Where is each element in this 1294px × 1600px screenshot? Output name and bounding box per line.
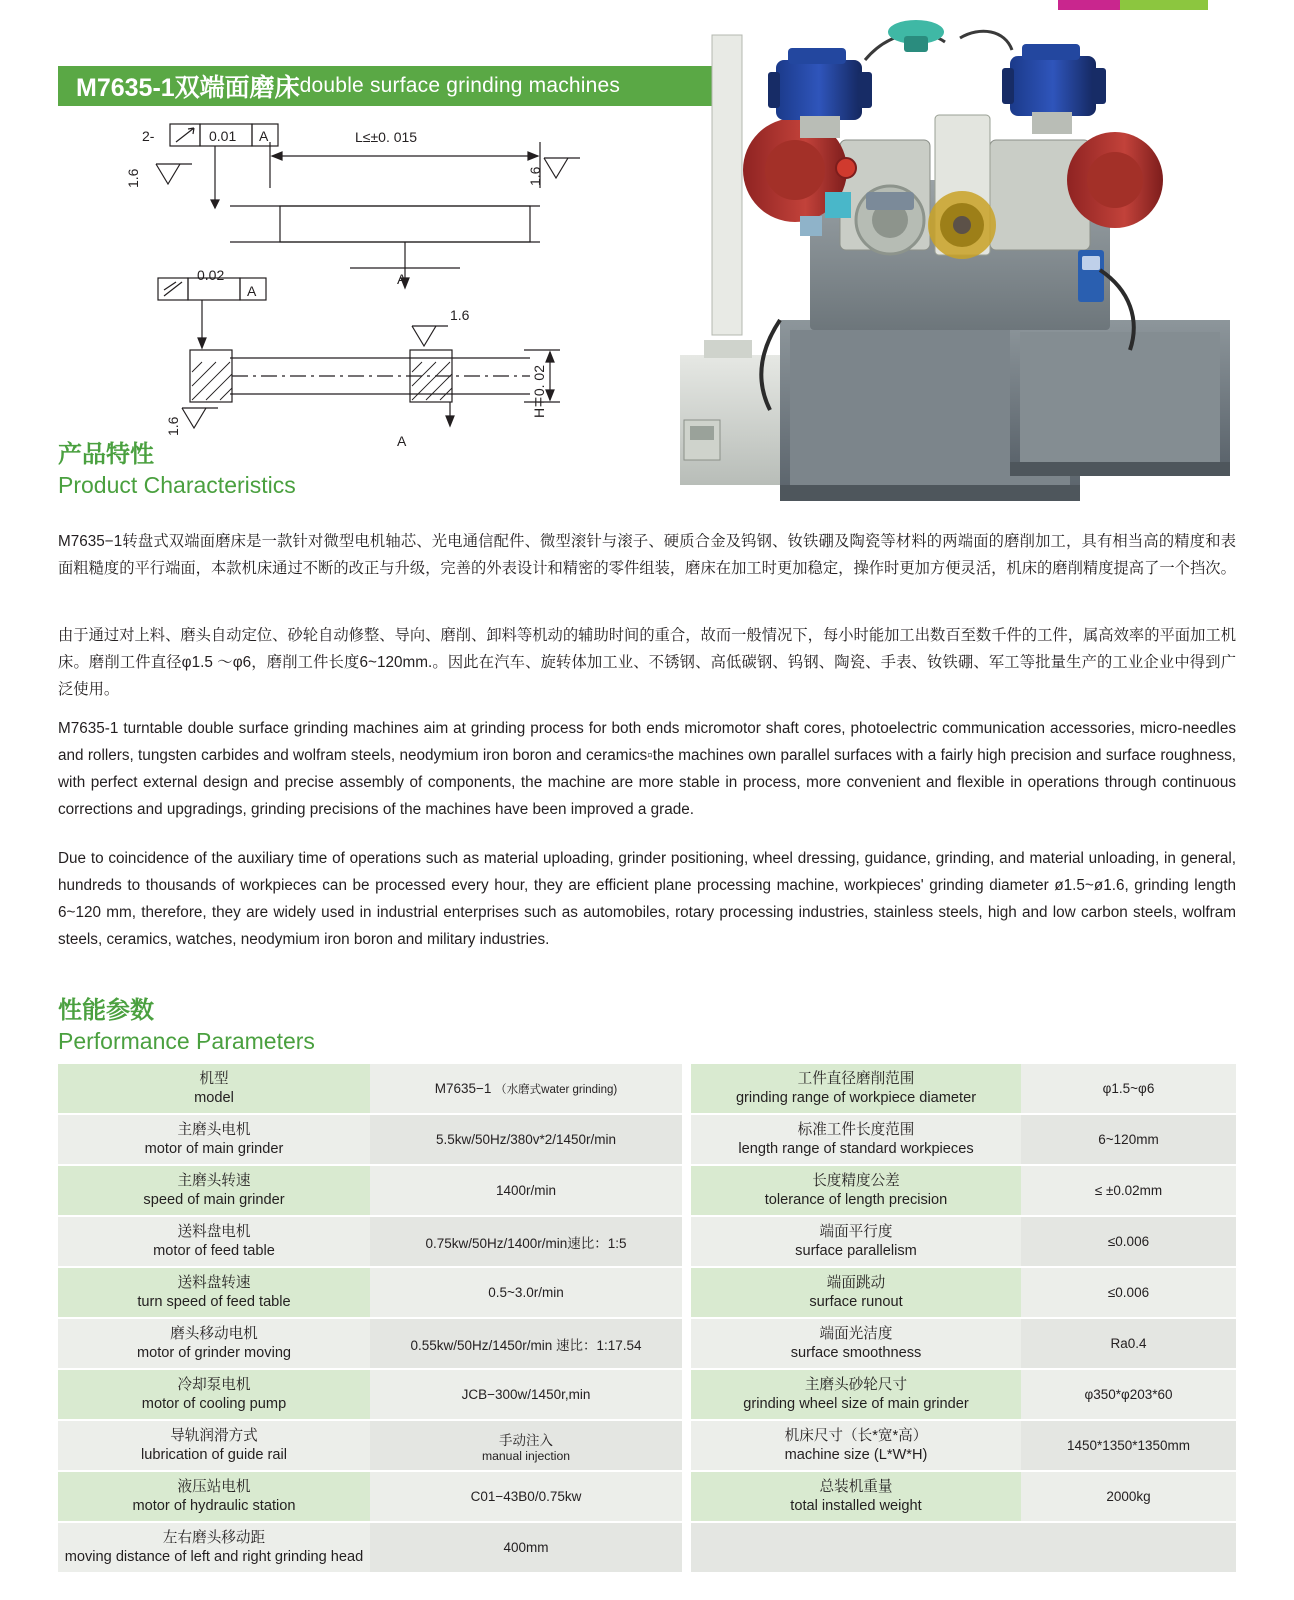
spec-label (58, 1523, 370, 1572)
spec-value: 5.5kw/50Hz/380v*2/1450r/min (370, 1115, 682, 1164)
spec-label-cn: 机型 (199, 1071, 229, 1088)
table-row (58, 1217, 682, 1266)
spec-tables (58, 1062, 1236, 1574)
spec-label-cn: 送料盘转速 (177, 1275, 251, 1292)
spec-value: φ350*φ203*60 (1021, 1370, 1236, 1419)
spec-value: 0.55kw/50Hz/1450r/min 速比：1:17.54 (370, 1319, 682, 1368)
spec-value (370, 1064, 682, 1113)
spec-label-en: grinding range of workpiece diameter (735, 1089, 977, 1106)
spec-label-cn: 端面平行度 (819, 1224, 893, 1241)
section-heading-parameters-en: Performance Parameters (58, 1028, 315, 1054)
table-row (58, 1268, 682, 1317)
technical-drawing (120, 118, 680, 448)
table-row (691, 1268, 1236, 1317)
spec-label-cn: 左右磨头移动距 (162, 1530, 266, 1547)
page-title-en: double surface grinding machines (299, 74, 621, 97)
spec-value (370, 1421, 682, 1470)
table-row (58, 1319, 682, 1368)
table-row (691, 1523, 1236, 1572)
spec-label (691, 1166, 1021, 1215)
paragraph-en-2: Due to coincidence of the auxiliary time of operations such as material uploading, grinder positioning, wheel dressing, guidance, grinding, and material unloading, in general, hundreds to thousands of workpieces can be processed every hour, they are efficient plane processing machine, workpieces' grinding diameter ø1.5~ø1.6, grinding length 6~120 mm, therefore, they are widely used in industrial enterprises such as automobiles, rotary processing industries, stainless steels, high and low carbon steels, wolfram steels, ceramics, watches, neodymium iron boron and military industries. (58, 850, 1236, 948)
spec-value-sub: manual injection (481, 1448, 571, 1463)
spec-label (58, 1472, 370, 1521)
spec-label-en: motor of hydraulic station (132, 1497, 296, 1514)
spec-label (691, 1319, 1021, 1368)
spec-label (58, 1319, 370, 1368)
topbar-segment-green (1120, 0, 1208, 10)
top-decorative-bar (0, 0, 1294, 10)
spec-label-en: surface runout (809, 1293, 903, 1310)
drawing-label-datum-arrow-bottom: A (397, 433, 407, 448)
spec-value: 1450*1350*1350mm (1021, 1421, 1236, 1470)
spec-label-cn: 主磨头转速 (177, 1173, 251, 1190)
spec-label-cn: 总装机重量 (819, 1479, 893, 1496)
section-heading-characteristics (58, 440, 296, 500)
table-row (691, 1115, 1236, 1164)
table-row (691, 1319, 1236, 1368)
drawing-label-datum-lower: A (247, 283, 257, 299)
spec-label (691, 1064, 1021, 1113)
spec-label-en: grinding wheel size of main grinder (743, 1395, 969, 1412)
spec-label-en: motor of grinder moving (136, 1344, 292, 1361)
spec-label-cn: 磨头移动电机 (170, 1326, 258, 1343)
table-row (58, 1472, 682, 1521)
spec-label-en: speed of main grinder (143, 1191, 285, 1208)
topbar-segment-magenta (1058, 0, 1120, 10)
spec-label-en: turn speed of feed table (137, 1293, 291, 1310)
spec-label-cn: 冷却泵电机 (177, 1377, 251, 1394)
spec-label (58, 1421, 370, 1470)
spec-label-cn: 标准工件长度范围 (797, 1122, 915, 1139)
spec-label (691, 1115, 1021, 1164)
spec-label-en: moving distance of left and right grinding head (64, 1548, 364, 1565)
spec-value: Ra0.4 (1021, 1319, 1236, 1368)
spec-label-empty (691, 1523, 1021, 1572)
spec-value-sub: （水磨式water grinding) (495, 1083, 618, 1096)
spec-value: 0.5~3.0r/min (370, 1268, 682, 1317)
table-row (58, 1064, 682, 1113)
spec-label-en: surface smoothness (790, 1344, 922, 1361)
paragraph-en-1: M7635-1 turntable double surface grinding machines aim at grinding process for both ends micromotor shaft cores, photoelectric communication accessories, micro-needles and rollers, tungsten carbides and wolfram steels, neodymium iron boron and ceramics▫the machines own parallel surfaces with a fairly high precision and surface roughness, with perfect external design and precise assembly of components, the machine are more stable in process, more convenient and flexible in operations through continuous corrections and upgradings, grinding precisions of the machines have been improved a grade. (58, 720, 1236, 818)
topbar-segment-white (1208, 0, 1294, 10)
spec-value: JCB−300w/1450r,min (370, 1370, 682, 1419)
spec-value: 2000kg (1021, 1472, 1236, 1521)
spec-label-cn: 机床尺寸（长*宽*高） (784, 1428, 928, 1445)
drawing-label-ra-right: 1.6 (527, 166, 543, 186)
spec-label-en: motor of main grinder (144, 1140, 284, 1157)
spec-value-main: M7635−1 (434, 1080, 492, 1096)
spec-label-cn: 主磨头电机 (177, 1122, 251, 1139)
drawing-label-length-tol: L≤±0. 015 (355, 129, 418, 145)
spec-table-left (58, 1062, 682, 1574)
table-row (691, 1064, 1236, 1113)
paragraph-cn-1: M7635−1转盘式双端面磨床是一款针对微型电机轴芯、光电通信配件、微型滚针与滚子、硬质合金及钨钢、钕铁硼及陶瓷等材料的两端面的磨削加工，具有相当高的精度和表面粗糙度的平行端面，本款机床通过不断的改正与升级，完善的外表设计和精密的零件组装，磨床在加工时更加稳定，操作时更加方便灵活，机床的磨削精度提高了一个挡次。 (58, 533, 1236, 577)
section-heading-parameters (58, 996, 315, 1056)
drawing-label-datum-top: A (259, 128, 269, 144)
spec-label-cn: 工件直径磨削范围 (797, 1071, 915, 1088)
drawing-label-ra-left: 1.6 (125, 168, 141, 188)
section-heading-characteristics-cn: 产品特性 (58, 441, 154, 468)
page-title-banner (58, 66, 718, 106)
spec-label-en: motor of cooling pump (141, 1395, 287, 1412)
spec-label (58, 1268, 370, 1317)
spec-label (691, 1370, 1021, 1419)
spec-label-cn: 端面光洁度 (819, 1326, 893, 1343)
spec-value: 400mm (370, 1523, 682, 1572)
spec-label-en: tolerance of length precision (764, 1191, 948, 1208)
spec-label (691, 1217, 1021, 1266)
table-row (58, 1421, 682, 1470)
table-row (691, 1421, 1236, 1470)
spec-label-cn: 送料盘电机 (177, 1224, 251, 1241)
spec-label (691, 1268, 1021, 1317)
drawing-label-ra-lower-right: 1.6 (450, 307, 470, 323)
table-row (691, 1217, 1236, 1266)
spec-label-en: total installed weight (790, 1497, 922, 1514)
drawing-label-callout-top: 2- (142, 128, 155, 144)
spec-label-cn: 液压站电机 (177, 1479, 251, 1496)
paragraph-cn-2: 由于通过对上料、磨头自动定位、砂轮自动修整、导向、磨削、卸料等机动的辅助时间的重合，故而一般情况下，每小时能加工出数百至数千件的工件，属高效率的平面加工机床。磨削工件直径φ1.5 ～φ6，磨削工件长度6~120mm.。因此在汽车、旋转体加工业、不锈钢、高低碳钢、钨钢、陶瓷、手表、钕铁硼、军工等批量生产的工业企业中得到广泛使用。 (58, 627, 1236, 698)
spec-label-en: length range of standard workpieces (738, 1140, 974, 1157)
drawing-label-datum-arrow-top: A (397, 271, 407, 287)
spec-value: ≤0.006 (1021, 1217, 1236, 1266)
table-row (58, 1370, 682, 1419)
drawing-label-ra-lower-left: 1.6 (165, 416, 181, 436)
table-row (58, 1115, 682, 1164)
section-heading-parameters-cn: 性能参数 (58, 997, 154, 1024)
table-row (691, 1370, 1236, 1419)
drawing-label-tol-top: 0.01 (209, 128, 237, 144)
spec-label (58, 1064, 370, 1113)
table-row (58, 1523, 682, 1572)
page-title-cn: M7635-1双端面磨床 (76, 74, 300, 102)
spec-label (58, 1370, 370, 1419)
spec-label-en: machine size (L*W*H) (784, 1446, 928, 1463)
spec-table-right (691, 1062, 1236, 1574)
spec-label (58, 1166, 370, 1215)
spec-label (58, 1217, 370, 1266)
drawing-label-height-tol: H∓0. 02 (531, 365, 547, 418)
section-heading-characteristics-en: Product Characteristics (58, 472, 296, 498)
spec-value: 6~120mm (1021, 1115, 1236, 1164)
spec-label-cn: 端面跳动 (826, 1275, 886, 1292)
spec-value: ≤ ±0.02mm (1021, 1166, 1236, 1215)
table-row (691, 1472, 1236, 1521)
spec-label (58, 1115, 370, 1164)
spec-label-cn: 长度精度公差 (812, 1173, 900, 1190)
spec-label (691, 1472, 1021, 1521)
spec-label-en: lubrication of guide rail (140, 1446, 288, 1463)
spec-value-empty (1021, 1523, 1236, 1572)
spec-value: ≤0.006 (1021, 1268, 1236, 1317)
spec-value: 1400r/min (370, 1166, 682, 1215)
table-row (58, 1166, 682, 1215)
spec-label-en: motor of feed table (153, 1242, 275, 1259)
spec-value-main: 手动注入 (499, 1432, 553, 1448)
spec-value: φ1.5~φ6 (1021, 1064, 1236, 1113)
spec-label (691, 1421, 1021, 1470)
spec-label-cn: 主磨头砂轮尺寸 (804, 1377, 908, 1394)
spec-value: 0.75kw/50Hz/1400r/min速比：1:5 (370, 1217, 682, 1266)
spec-label-en: model (194, 1089, 234, 1106)
table-row (691, 1166, 1236, 1215)
machine-photo (660, 20, 1260, 520)
spec-label-en: surface parallelism (795, 1242, 917, 1259)
spec-label-cn: 导轨润滑方式 (170, 1428, 258, 1445)
spec-value: C01−43B0/0.75kw (370, 1472, 682, 1521)
drawing-label-tol-lower: 0.02 (197, 267, 225, 283)
